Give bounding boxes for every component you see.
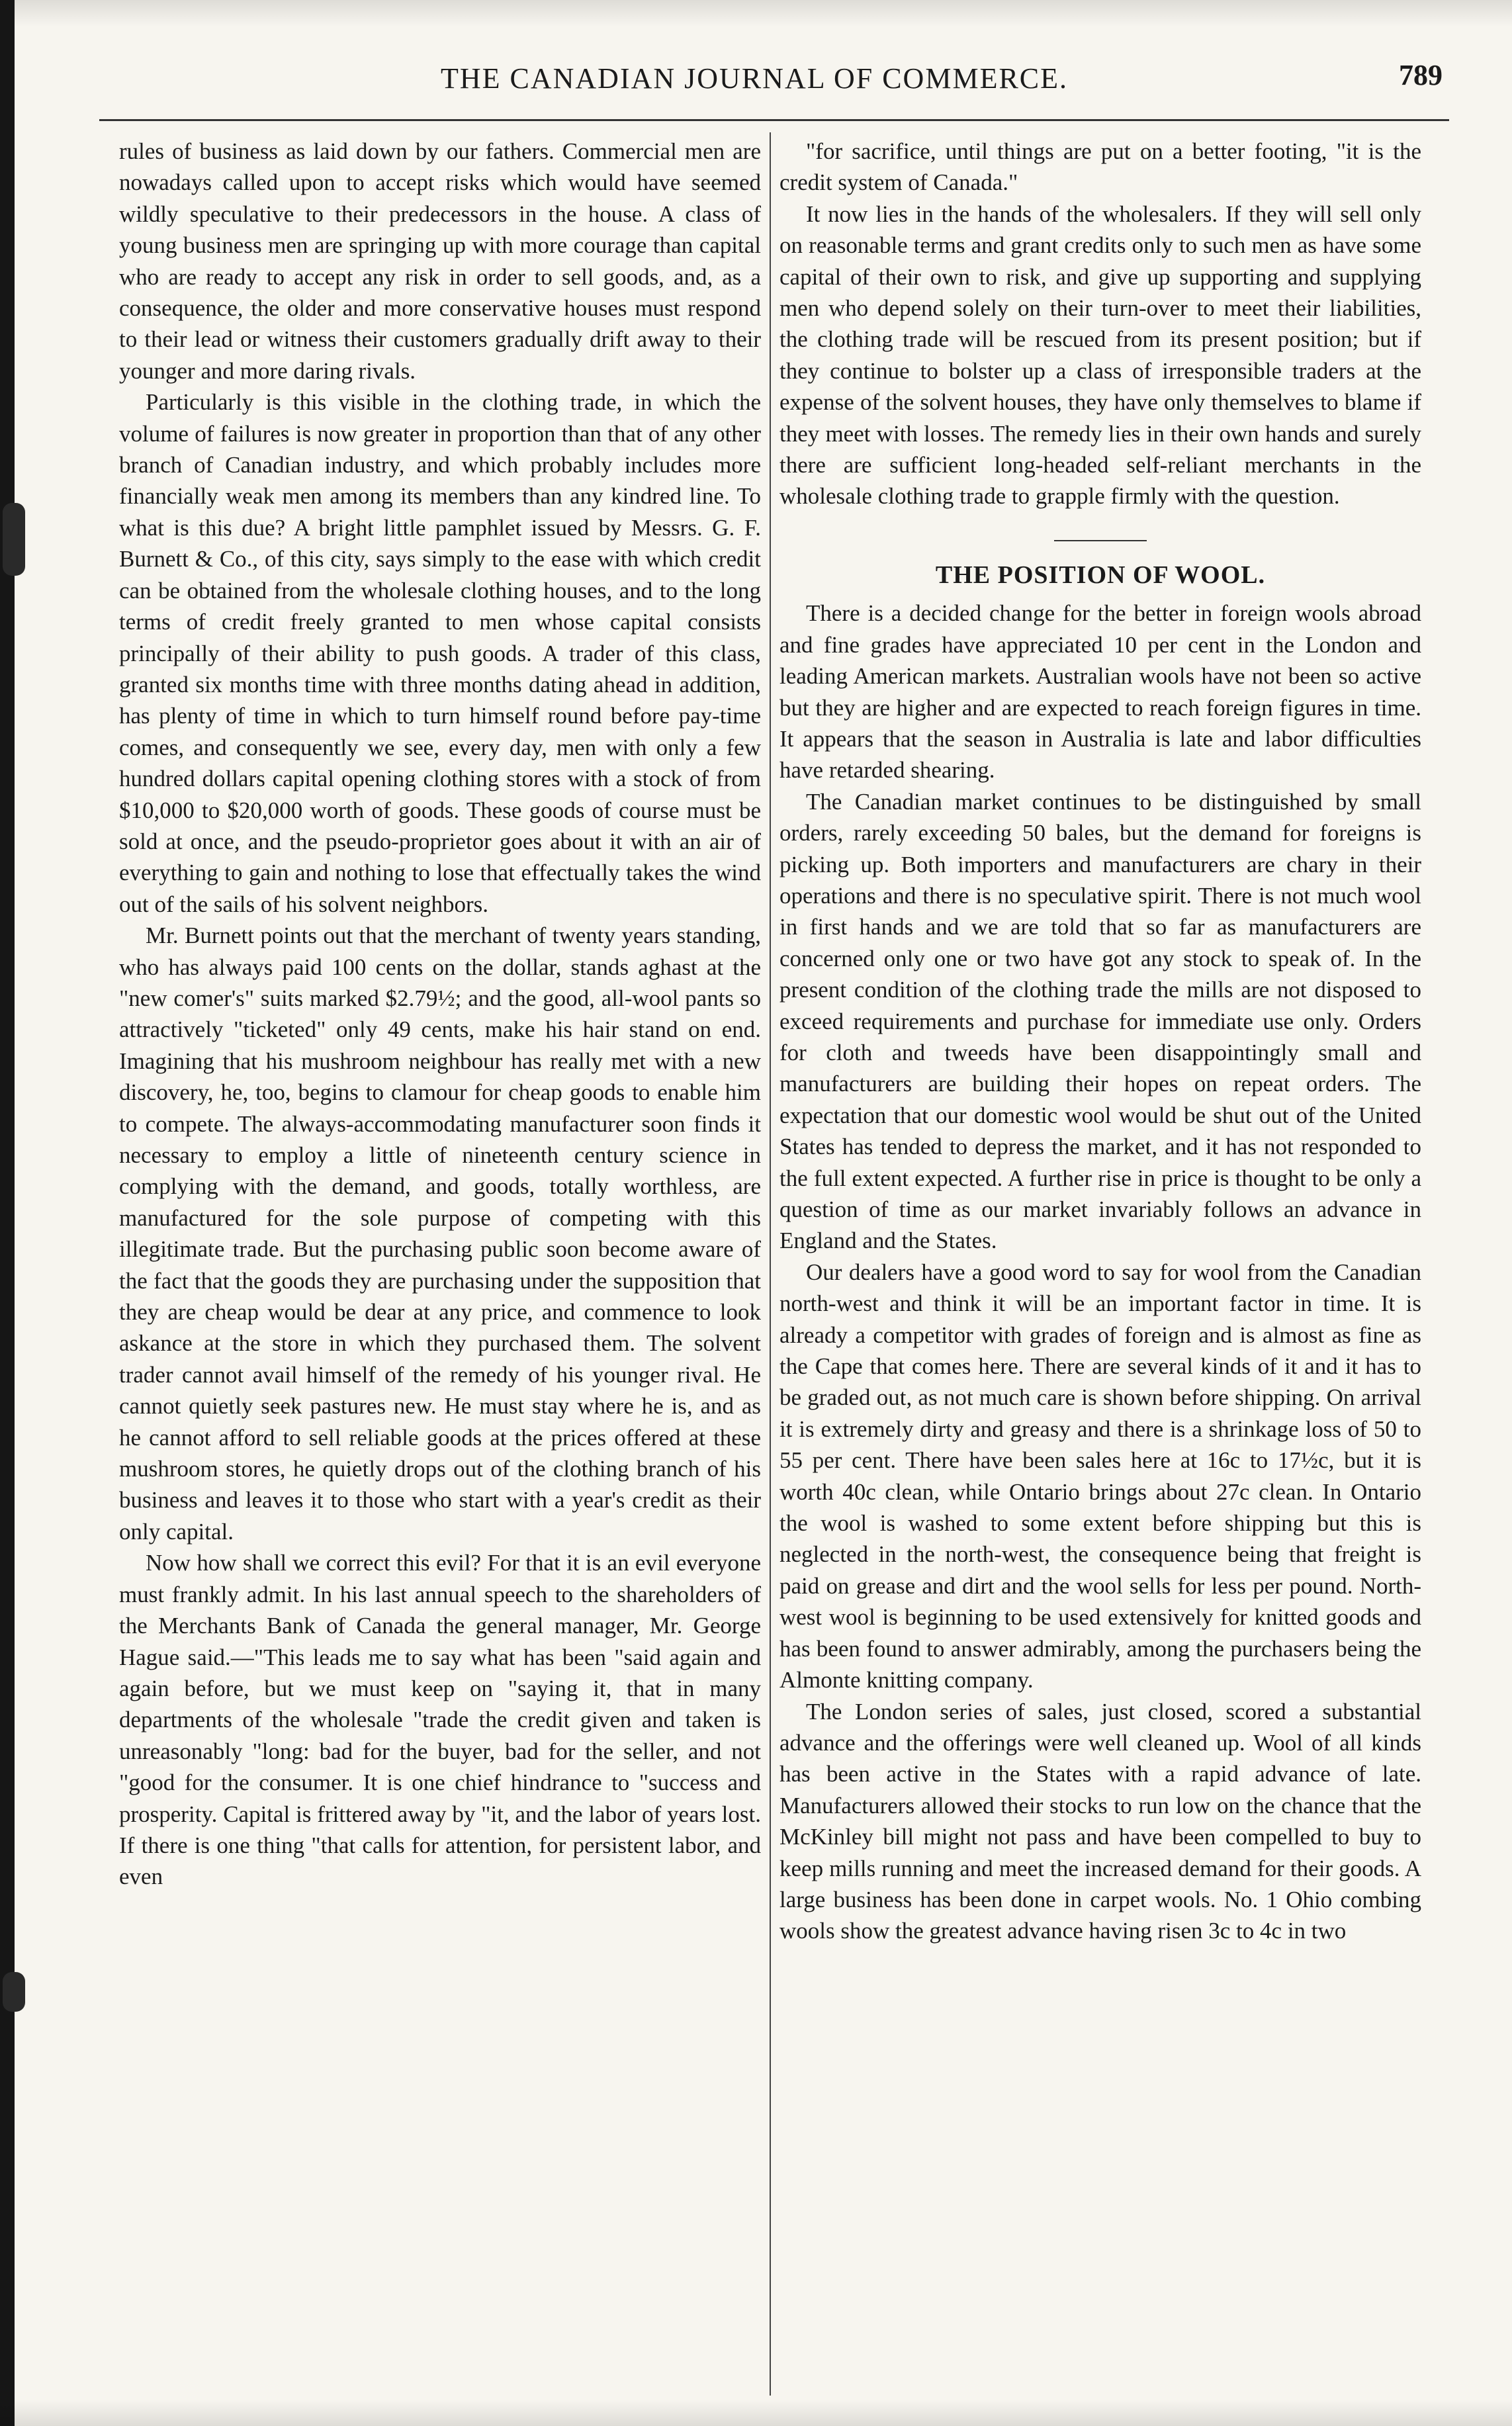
binding-ornament [3,503,25,576]
column-divider [770,132,771,2396]
scan-edge-top [0,0,1512,26]
scan-edge-bottom [0,2400,1512,2426]
paragraph: Now how shall we correct this evil? For that it is an evil everyone must frankly admit. In his last annual speech to the shareholders of the Merchants Bank of Canada the general manager, Mr. George Hague said.—"This leads me to say what has been "said again and again before, but we must keep on "saying it, that in many departments of the wholesale "trade the credit given and taken is unreasonably "long: bad for the buyer, bad for the seller, and not "good for the consumer. It is one chief hindrance to "success and prosperity. Capital is frittered away by "it, and the labor of years lost. If there is one thing "that calls for attention, for persistent labor, and even [119,1550,761,1890]
paragraph: Our dealers have a good word to say for wool from the Canadian north-west and think it will be an important factor in time. It is already a competitor with grades of foreign and is almost as fine as the Cape that comes here. There are several kinds of it and it has to be graded out, as not much care is shown before shipping. On arrival it is extremely dirty and greasy and there is a shrinkage loss of 50 to 55 per cent. There have been sales here at 16c to 17½c, but it is worth 40c clean, while Ontario brings about 27c clean. In Ontario the wool is washed to some extent before shipping but this is neglected in the north-west, the consequence being that freight is paid on grease and dirt and the wool sells for less per pound. North-west wool is beginning to be used extensively for knitted goods and has been found to answer admirably, among the purchasers being the Almonte knitting company. [779,1259,1421,1693]
paragraph: Particularly is this visible in the clothing trade, in which the volume of failures is now greater in proportion than that of any other branch of Canadian industry, and which probably includes more financially weak men among its members than any kindred line. To what is this due? A bright little pamphlet issued by Messrs. G. F. Burnett & Co., of this city, says simply to the ease with which credit can be obtained from the wholesale clothing houses, and to the long terms of credit freely granted to men whose capital consists principally of their ability to push goods. A trader of this class, granted six months time with three months dating ahead in addition, has plenty of time in which to turn himself round before pay-time comes, and consequently we see, every day, men with only a few hundred dollars capital opening clothing stores with a stock of from $10,000 to $20,000 worth of goods. These goods of course must be sold at once, and the pseudo-proprietor goes about it with an air of everything to gain and nothing to lose that effectually takes the wind out of the sails of his solvent neighbors. [119,389,761,917]
left-column [119,136,761,2405]
paragraph: It now lies in the hands of the wholesalers. If they will sell only on reasonable terms and grant credits only to such men as have some capital of their own to risk, and give up supporting and supplying men who depend solely on their turn-over to meet their liabilities, the clothing trade will be rescued from its present position; but if they continue to bolster up a class of irresponsible traders at the expense of the solvent houses, they have only themselves to blame if they meet with losses. The remedy lies in their own hands and surely there are sufficient long-headed self-reliant merchants in the wholesale clothing trade to grapple firmly with the question. [779,201,1421,510]
binding-ornament [3,1972,25,2012]
section-heading: THE POSITION OF WOOL. [935,561,1266,589]
paragraph: "for sacrifice, until things are put on a better footing, "it is the credit system of Canada." [779,138,1421,196]
header-rule [99,119,1449,121]
page-header [60,52,1449,105]
running-head: THE CANADIAN JOURNAL OF COMMERCE. [440,62,1069,95]
page-number: 789 [1399,59,1443,91]
paragraph: Mr. Burnett points out that the merchant of twenty years standing, who has always paid 100 cents on the dollar, stands aghast at the "new comer's" suits marked $2.79½; and the good, all-wool pants so attractively "ticketed" only 49 cents, make his hair stand on end. Imagining that his mushroom neighbour has really met with a new discovery, he, too, begins to clamour for cheap goods to enable him to compete. The always-accommodating manufacturer soon finds it necessary to employ a little of nineteenth century science in complying with the demand, and goods, totally worthless, are manufactured for the sole purpose of competing with this illegitimate trade. But the purchasing public soon become aware of the fact that the goods they are purchasing under the supposition that they are cheap would be dear at any price, and commence to look askance at the store in which they purchased them. The solvent trader cannot avail himself of the remedy of his younger rival. He cannot quietly seek pastures new. He must stay where he is, and as he cannot afford to sell reliable goods at the prices offered at these mushroom stores, he quietly drops out of the clothing branch of his business and leaves it to those who start with a year's credit as their only capital. [119,922,761,1545]
right-column [779,136,1421,2405]
paragraph: rules of business as laid down by our fathers. Commercial men are nowadays called upon to accept risks which would have seemed wildly speculative to their predecessors in the house. A class of young business men are springing up with more courage than capital who are ready to accept any risk in order to sell goods, and, as a consequence, the older and more conservative houses must respond to their lead or witness their customers gradually drift away to their younger and more daring rivals. [119,138,761,384]
section-separator [1054,540,1147,541]
paragraph: There is a decided change for the better in foreign wools abroad and fine grades have appreciated 10 per cent in the London and leading American markets. Australian wools have not been so active but they are higher and are expected to reach foreign figures in time. It appears that the season in Australia is late and labor difficulties have retarded shearing. [779,600,1421,784]
paragraph: The London series of sales, just closed, scored a substantial advance and the offerings were well cleaned up. Wool of all kinds has been active in the States with a rapid advance of late. Manufacturers allowed their stocks to run low on the chance that the McKinley bill might not pass and have been compelled to buy to keep mills running and meet the increased demand for their goods. A large business has been done in carpet wools. No. 1 Ohio combing wools show the greatest advance having risen 3c to 4c in two [779,1698,1421,1944]
paragraph: The Canadian market continues to be distinguished by small orders, rarely exceeding 50 bales, but the demand for foreigns is picking up. Both importers and manufacturers are chary in their operations and there is no speculative spirit. There is not much wool in first hands and we are told that so far as manufacturers are concerned only one or two have got any stock to speak of. In the present condition of the clothing trade the mills are not disposed to exceed requirements and purchase for immediate use only. Orders for cloth and tweeds have been disappointingly small and manufacturers are building their hopes on repeat orders. The expectation that our domestic wool would be shut out of the United States has tended to depress the market, and it has not responded to the full extent expected. A further rise in price is thought to be only a question of time as our market invariably follows an advance in England and the States. [779,788,1421,1254]
page-binding [0,0,15,2426]
